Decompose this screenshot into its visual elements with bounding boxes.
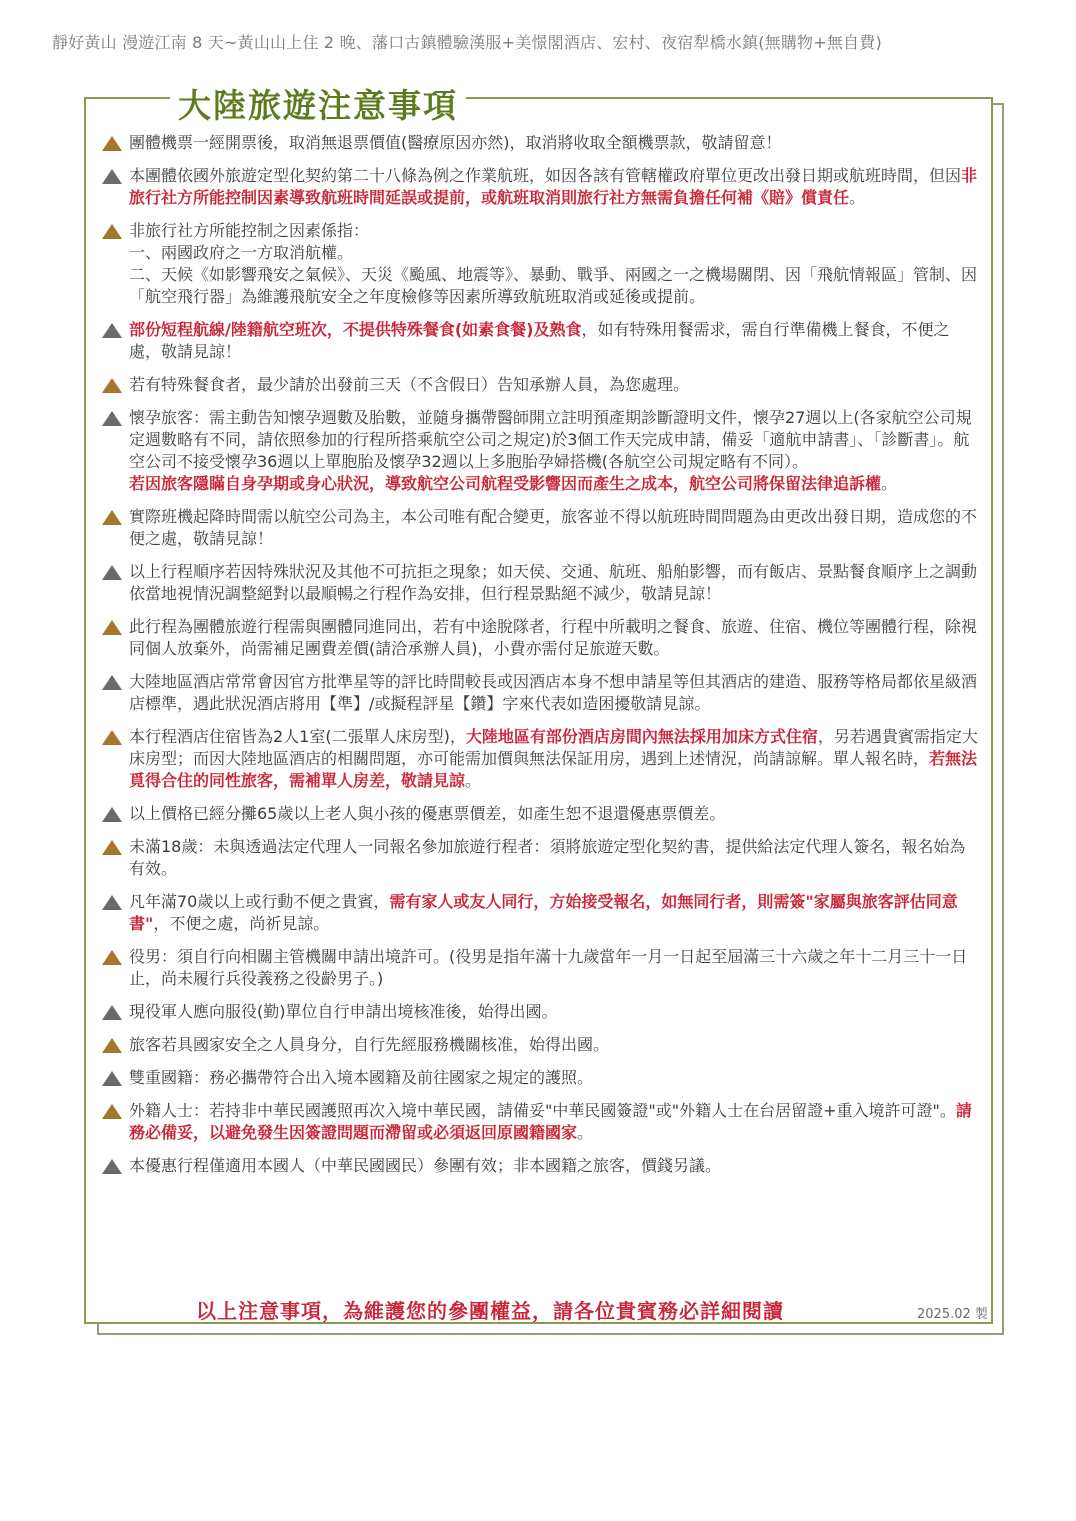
note-text: 本行程酒店住宿皆為2人1室(二張單人床房型)， [129, 727, 466, 746]
note-item [100, 374, 980, 396]
triangle-bullet-icon [102, 675, 122, 690]
triangle-bullet-icon [102, 730, 122, 745]
note-item [100, 671, 980, 715]
note-highlight: 部份短程航線/陸籍航空班次，不提供特殊餐食(如素食餐)及熟食 [129, 320, 582, 339]
triangle-bullet-icon [102, 1005, 122, 1020]
note-text-after: 。 [577, 1123, 594, 1142]
note-text: 此行程為團體旅遊行程需與團體同進同出，若有中途脫隊者，行程中所載明之餐食、旅遊、住宿、機位等團體行程，除視同個人放棄外，尚需補足團費差價(請洽承辦人員)，小費亦需付足旅遊天數。 [129, 617, 978, 658]
note-text: 未滿18歲：未與透過法定代理人一同報名參加旅遊行程者：須將旅遊定型化契約書，提供給法定代理人簽名，報名始為有效。 [129, 837, 966, 878]
note-highlight: 需有家人或友人同行，方始接受報名，如無同行者，則需簽"家屬與旅客評估同意書" [129, 892, 958, 933]
note-highlight: 若無法覓得合住的同性旅客，需補單人房差，敬請見諒 [129, 749, 978, 790]
note-text: 現役軍人應向服役(勤)單位自行申請出境核准後，始得出國。 [129, 1002, 558, 1021]
note-item [100, 506, 980, 550]
note-text: 凡年滿70歲以上或行動不便之貴賓， [129, 892, 390, 911]
triangle-bullet-icon [102, 895, 122, 910]
note-text: 役男：須自行向相關主管機關申請出境許可。(役男是指年滿十九歲當年一月一日起至屆滿三十六歲之年十二月三十一日止，尚未履行兵役義務之役齡男子。) [129, 947, 968, 988]
note-text: 本優惠行程僅適用本國人（中華民國國民）參團有效；非本國籍之旅客，價錢另議。 [129, 1156, 722, 1175]
note-text: 大陸地區酒店常常會因官方批準星等的評比時間較長或因酒店本身不想申請星等但其酒店的建造、服務等格局都依星級酒店標準，遇此狀況酒店將用【準】/或擬程評星【鑽】字來代表如造困擾敬請見諒。 [129, 672, 978, 713]
note-item [100, 891, 980, 935]
notice-title: 大陸旅遊注意事項 [170, 80, 466, 127]
note-text: 以上行程順序若因特殊狀況及其他不可抗拒之現象；如天侯、交通、航班、船舶影響，而有飯店、景點餐食順序上之調動依當地視情況調整絕對以最順暢之行程作為安排，但行程景點絕不減少，敬請見諒！ [129, 562, 978, 603]
note-highlight: 請務必備妥，以避免發生因簽證問題而滯留或必須返回原國籍國家 [129, 1101, 972, 1142]
note-item [100, 319, 980, 363]
triangle-bullet-icon [102, 169, 122, 184]
note-item [100, 1067, 980, 1089]
triangle-bullet-icon [102, 1038, 122, 1053]
note-text: 本團體依國外旅遊定型化契約第二十八條為例之作業航班，如因各該有管轄權政府單位更改出發日期或航班時間，但因 [129, 166, 962, 185]
triangle-bullet-icon [102, 1159, 122, 1174]
note-item [100, 1001, 980, 1023]
triangle-bullet-icon [102, 840, 122, 855]
note-subitem: 二、天候《如影響飛安之氣候》、天災《颱風、地震等》、暴動、戰爭、兩國之一之機場關閉、因「飛航情報區」管制、因「航空飛行器」為維護飛航安全之年度檢修等因素所導致航班取消或延後或提前。 [129, 265, 978, 306]
note-item [100, 946, 980, 990]
note-item [100, 1034, 980, 1056]
note-text: 團體機票一經開票後，取消無退票價值(醫療原因亦然)，取消將收取全額機票款，敬請留意！ [129, 133, 782, 152]
note-highlight: 若因旅客隱瞞自身孕期或身心狀況，導致航空公司航程受影響因而產生之成本，航空公司將保留法律追訴權 [129, 474, 882, 493]
note-highlight: 大陸地區有部份酒店房間內無法採用加床方式住宿 [465, 727, 818, 746]
note-item [100, 803, 980, 825]
note-item [100, 836, 980, 880]
note-text: ，如有特殊用餐需求，需自行準備機上餐食，不便之處，敬請見諒！ [129, 320, 950, 361]
note-text: 非旅行社方所能控制之因素係指： [129, 221, 370, 240]
note-text-after: 。 [881, 474, 898, 493]
triangle-bullet-icon [102, 323, 122, 338]
note-item [100, 1155, 980, 1177]
note-item [100, 616, 980, 660]
triangle-bullet-icon [102, 378, 122, 393]
triangle-bullet-icon [102, 510, 122, 525]
note-text-after: 。 [849, 188, 866, 207]
note-highlight: 非旅行社方所能控制因素導致航班時間延誤或提前，或航班取消則旅行社方無需負擔任何補《賠》償責任 [129, 166, 978, 207]
note-item [100, 132, 980, 154]
note-subitem: 一、兩國政府之一方取消航權。 [129, 243, 354, 262]
triangle-bullet-icon [102, 224, 122, 239]
note-item [100, 561, 980, 605]
note-item [100, 165, 980, 209]
note-text: 外籍人士：若持非中華民國護照再次入境中華民國，請備妥"中華民國簽證"或"外籍人士在台居留證+重入境許可證"。 [129, 1101, 956, 1120]
note-item [100, 220, 980, 308]
note-text: 實際班機起降時間需以航空公司為主，本公司唯有配合變更，旅客並不得以航班時間問題為由更改出發日期，造成您的不便之處，敬請見諒！ [129, 507, 978, 548]
triangle-bullet-icon [102, 1104, 122, 1119]
note-text-middle: ，另若遇貴賓需指定大床房型；而因大陸地區酒店的相關問題，亦可能需加價與無法保証用房，遇到上述情況，尚請諒解。單人報名時， [129, 727, 978, 768]
note-text: 以上價格已經分攤65歲以上老人與小孩的優惠票價差，如產生恕不退還優惠票價差。 [129, 804, 726, 823]
notes-list [100, 132, 980, 1177]
note-text: 懷孕旅客：需主動告知懷孕週數及胎數，並隨身攜帶醫師開立註明預產期診斷證明文件，懷孕27週以上(各家航空公司規定週數略有不同，請依照參加的行程所搭乘航空公司之規定)於3個工作天完成申請，備妥「適航申請書」、「診斷書」。航空公司不接受懷孕36週以上單胞胎及懷孕32週以上多胞胎孕婦搭機(各航空公司規定略有不同）。 [129, 408, 972, 471]
triangle-bullet-icon [102, 950, 122, 965]
footer-date: 2025.02 製 [917, 1307, 988, 1322]
note-item [100, 1100, 980, 1144]
note-text: 若有特殊餐食者，最少請於出發前三天（不含假日）告知承辦人員，為您處理。 [129, 375, 690, 394]
triangle-bullet-icon [102, 620, 122, 635]
page-header-title: 靜好黃山 漫遊江南 8 天~黃山山上住 2 晚、藩口古鎮體驗漢服+美憬閣酒店、宏村、夜宿犁橋水鎮(無購物+無自費) [52, 33, 882, 52]
note-text: 旅客若具國家安全之人員身分，自行先經服務機關核准，始得出國。 [129, 1035, 610, 1054]
triangle-bullet-icon [102, 136, 122, 151]
note-item [100, 726, 980, 792]
note-text-after: ，不便之處，尚祈見諒。 [153, 914, 330, 933]
note-text-after: 。 [465, 771, 482, 790]
triangle-bullet-icon [102, 1071, 122, 1086]
triangle-bullet-icon [102, 411, 122, 426]
triangle-bullet-icon [102, 807, 122, 822]
footer-reminder: 以上注意事項，為維護您的參團權益，請各位貴賓務必詳細閱讀 [196, 1299, 784, 1323]
triangle-bullet-icon [102, 565, 122, 580]
note-item [100, 407, 980, 495]
note-text: 雙重國籍：務必攜帶符合出入境本國籍及前往國家之規定的護照。 [129, 1068, 594, 1087]
